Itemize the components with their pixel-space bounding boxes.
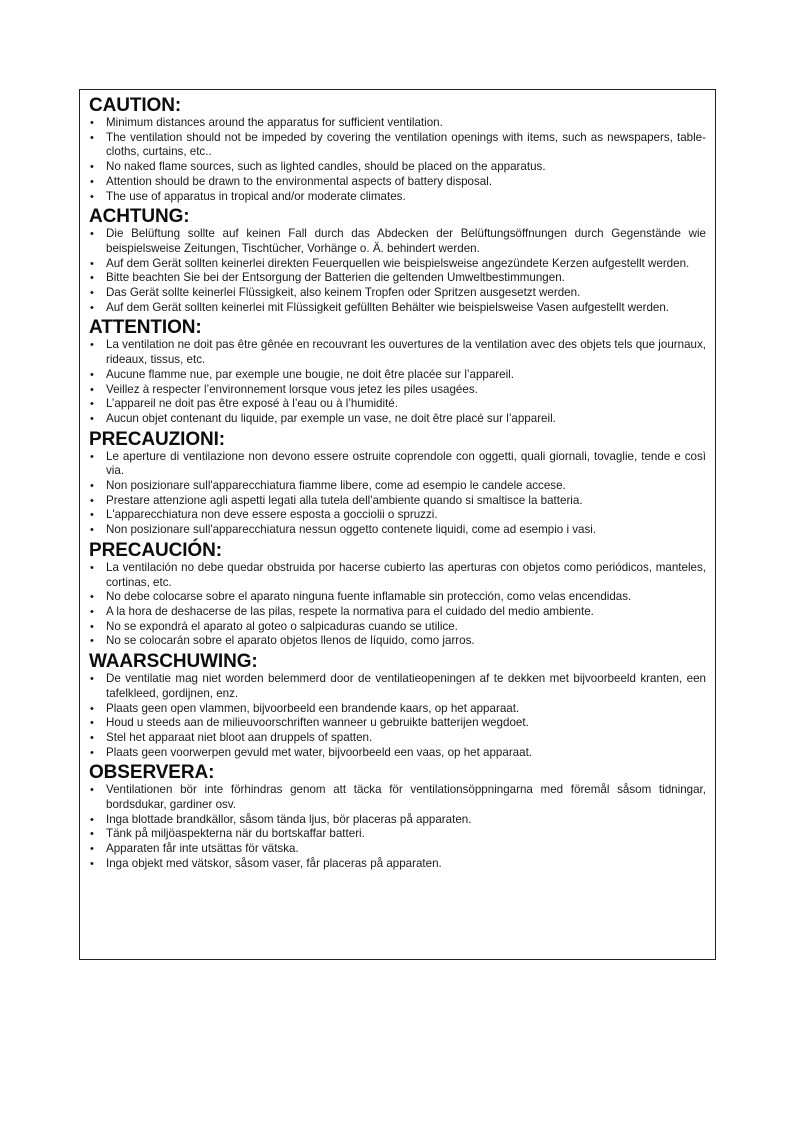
list-item: [89, 271, 706, 286]
bullet-icon: •: [90, 450, 94, 463]
bullet-icon: •: [90, 509, 94, 522]
section-heading: ACHTUNG:: [89, 206, 190, 228]
list-item-text: Non posizionare sull'apparecchiatura fiamme libere, come ad esempio le candele accese.: [106, 479, 566, 493]
list-item-text: Das Gerät sollte keinerlei Flüssigkeit, also keinem Tropfen oder Spritzen ausgesetzt werden.: [106, 286, 581, 300]
bullet-icon: •: [90, 339, 94, 352]
list-item: [89, 702, 706, 717]
list-item: [89, 716, 706, 731]
bullet-icon: •: [90, 301, 94, 314]
bullet-icon: •: [90, 717, 94, 730]
list-item: [89, 494, 706, 509]
list-item-text: Plaats geen voorwerpen gevuld met water, bijvoorbeeld een vaas, op het apparaat.: [106, 745, 533, 759]
list-item: [89, 605, 706, 620]
bullet-icon: •: [90, 161, 94, 174]
list-item-text: No naked flame sources, such as lighted candles, should be placed on the apparatus.: [106, 160, 546, 174]
list-item-text: Aucune flamme nue, par exemple une bougie, ne doit être placée sur l’appareil.: [106, 367, 514, 381]
list-item: [89, 783, 706, 812]
list-item: [89, 450, 706, 479]
list-item-text: La ventilation ne doit pas être gênée en recouvrant les ouvertures de la ventilation avec des objets tels que journaux, rideaux, tissus, etc.: [106, 338, 706, 367]
section-attention: [89, 318, 706, 426]
list-item-text: Auf dem Gerät sollten keinerlei direkten Feuerquellen wie beispielsweise angezündete Kerzen aufgestellt werden.: [106, 256, 690, 270]
list-item-text: A la hora de deshacerse de las pilas, respete la normativa para el cuidado del medio ambiente.: [106, 604, 594, 618]
safety-notice-box: [79, 89, 716, 960]
bullet-icon: •: [90, 813, 94, 826]
bullet-list: [89, 561, 706, 649]
bullet-list: [89, 672, 706, 760]
bullet-icon: •: [90, 857, 94, 870]
list-item-text: Inga blottade brandkällor, såsom tända ljus, bör placeras på apparaten.: [106, 812, 472, 826]
bullet-icon: •: [90, 784, 94, 797]
list-item-text: Veillez à respecter l’environnement lorsque vous jetez les piles usagées.: [106, 382, 478, 396]
section-heading: PRECAUCIÓN:: [89, 539, 222, 561]
list-item-text: Inga objekt med vätskor, såsom vaser, får placeras på apparaten.: [106, 856, 442, 870]
list-item-text: Minimum distances around the apparatus for sufficient ventilation.: [106, 116, 443, 129]
bullet-list: [89, 450, 706, 538]
list-item-text: No debe colocarse sobre el aparato ninguna fuente inflamable sin protección, como velas encendidas.: [106, 590, 632, 604]
section-observera: [89, 763, 706, 871]
bullet-icon: •: [90, 228, 94, 241]
list-item-text: La ventilación no debe quedar obstruida por hacerse cubierto las aperturas con objetos como periódicos, manteles, cortinas, etc.: [106, 560, 706, 589]
section-heading: PRECAUZIONI:: [89, 428, 226, 450]
list-item-text: L'apparecchiatura non deve essere esposta a gocciolii o spruzzi.: [106, 508, 438, 522]
list-item: [89, 561, 706, 590]
list-item-text: The ventilation should not be impeded by covering the ventilation openings with items, such as newspapers, table-cloths, curtains, etc..: [106, 130, 706, 159]
list-item: [89, 338, 706, 367]
list-item-text: The use of apparatus in tropical and/or moderate climates.: [106, 189, 406, 203]
list-item-text: Prestare attenzione agli aspetti legati alla tutela dell'ambiente quando si smaltisce la batteria.: [106, 493, 583, 507]
list-item: [89, 383, 706, 398]
list-item: [89, 227, 706, 256]
list-item: [89, 620, 706, 635]
list-item-text: Houd u steeds aan de milieuvoorschriften wanneer u gebruikte batterijen wegdoet.: [106, 716, 529, 730]
list-item: [89, 257, 706, 272]
bullet-icon: •: [90, 591, 94, 604]
bullet-icon: •: [90, 746, 94, 759]
list-item-text: Stel het apparaat niet bloot aan druppels of spatten.: [106, 730, 373, 744]
section-heading: CAUTION:: [89, 95, 182, 116]
bullet-icon: •: [90, 673, 94, 686]
list-item-text: Apparaten får inte utsättas för vätska.: [106, 842, 299, 856]
bullet-icon: •: [90, 383, 94, 396]
list-item-text: Tänk på miljöaspekterna när du bortskaffar batteri.: [106, 827, 365, 841]
section-precauzioni: [89, 430, 706, 538]
bullet-icon: •: [90, 368, 94, 381]
list-item: [89, 175, 706, 190]
list-item: [89, 397, 706, 412]
bullet-icon: •: [90, 131, 94, 144]
list-item-text: Die Belüftung sollte auf keinen Fall durch das Abdecken der Belüftungsöffnungen durch Gegenstände wie beispielsweise Zeitungen, Tischtücher, Vorhänge o. Ä. behindert werden.: [106, 227, 706, 255]
bullet-icon: •: [90, 731, 94, 744]
bullet-icon: •: [90, 287, 94, 300]
bullet-icon: •: [90, 480, 94, 493]
list-item: [89, 672, 706, 701]
list-item: [89, 813, 706, 828]
bullet-icon: •: [90, 635, 94, 648]
section-caution: [89, 96, 706, 204]
bullet-icon: •: [90, 605, 94, 618]
bullet-icon: •: [90, 272, 94, 285]
section-heading: WAARSCHUWING:: [89, 651, 258, 673]
list-item: [89, 827, 706, 842]
bullet-icon: •: [90, 561, 94, 574]
list-item-text: Le aperture di ventilazione non devono essere ostruite coprendole con oggetti, quali giornali, tovaglie, tende e così via.: [106, 449, 706, 478]
bullet-icon: •: [90, 702, 94, 715]
list-item-text: Bitte beachten Sie bei der Entsorgung der Batterien die geltenden Umweltbestimmungen.: [106, 271, 565, 285]
bullet-list: [89, 783, 706, 871]
section-waarschuwing: [89, 652, 706, 760]
list-item-text: No se colocarán sobre el aparato objetos llenos de líquido, como jarros.: [106, 634, 475, 648]
bullet-list: [89, 338, 706, 426]
list-item: [89, 842, 706, 857]
list-item: [89, 412, 706, 427]
list-item-text: Non posizionare sull'apparecchiatura nessun oggetto contenete liquidi, come ad esempio i vasi.: [106, 523, 597, 537]
section-heading: ATTENTION:: [89, 317, 202, 339]
list-item: [89, 479, 706, 494]
bullet-icon: •: [90, 843, 94, 856]
list-item: [89, 590, 706, 605]
list-item-text: L’appareil ne doit pas être exposé à l’eau ou à l’humidité.: [106, 397, 398, 411]
list-item: [89, 731, 706, 746]
section-achtung: [89, 207, 706, 315]
section-heading: OBSERVERA:: [89, 762, 215, 784]
list-item-text: No se expondrá el aparato al goteo o salpicaduras cuando se utilice.: [106, 619, 458, 633]
bullet-icon: •: [90, 175, 94, 188]
list-item: [89, 286, 706, 301]
bullet-list: [89, 116, 706, 204]
list-item: [89, 190, 706, 205]
list-item: [89, 131, 706, 160]
bullet-icon: •: [90, 412, 94, 425]
list-item: [89, 508, 706, 523]
bullet-icon: •: [90, 494, 94, 507]
section-precaucion: [89, 541, 706, 649]
list-item: [89, 634, 706, 649]
bullet-icon: •: [90, 190, 94, 203]
list-item-text: Plaats geen open vlammen, bijvoorbeeld een brandende kaars, op het apparaat.: [106, 701, 520, 715]
list-item-text: Aucun objet contenant du liquide, par exemple un vase, ne doit être placé sur l’appareil.: [106, 411, 556, 425]
bullet-icon: •: [90, 398, 94, 411]
bullet-icon: •: [90, 117, 94, 129]
list-item: [89, 746, 706, 761]
bullet-icon: •: [90, 620, 94, 633]
list-item: [89, 523, 706, 538]
list-item: [89, 301, 706, 316]
list-item-text: Auf dem Gerät sollten keinerlei mit Flüssigkeit gefüllten Behälter wie beispielsweise Vasen aufgestellt werden.: [106, 300, 670, 314]
list-item: [89, 116, 706, 131]
list-item: [89, 160, 706, 175]
list-item: [89, 857, 706, 872]
list-item-text: Attention should be drawn to the environmental aspects of battery disposal.: [106, 174, 493, 188]
bullet-icon: •: [90, 257, 94, 270]
bullet-icon: •: [90, 828, 94, 841]
list-item-text: De ventilatie mag niet worden belemmerd door de ventilatieopeningen af te dekken met bijvoorbeeld kranten, een tafelkleed, gordijnen, enz.: [106, 672, 706, 700]
bullet-icon: •: [90, 524, 94, 537]
list-item-text: Ventilationen bör inte förhindras genom att täcka för ventilationsöppningarna med föremål såsom tidningar, bordsdukar, gardiner osv.: [106, 783, 706, 812]
bullet-list: [89, 227, 706, 315]
list-item: [89, 368, 706, 383]
safety-sections: [89, 96, 706, 872]
